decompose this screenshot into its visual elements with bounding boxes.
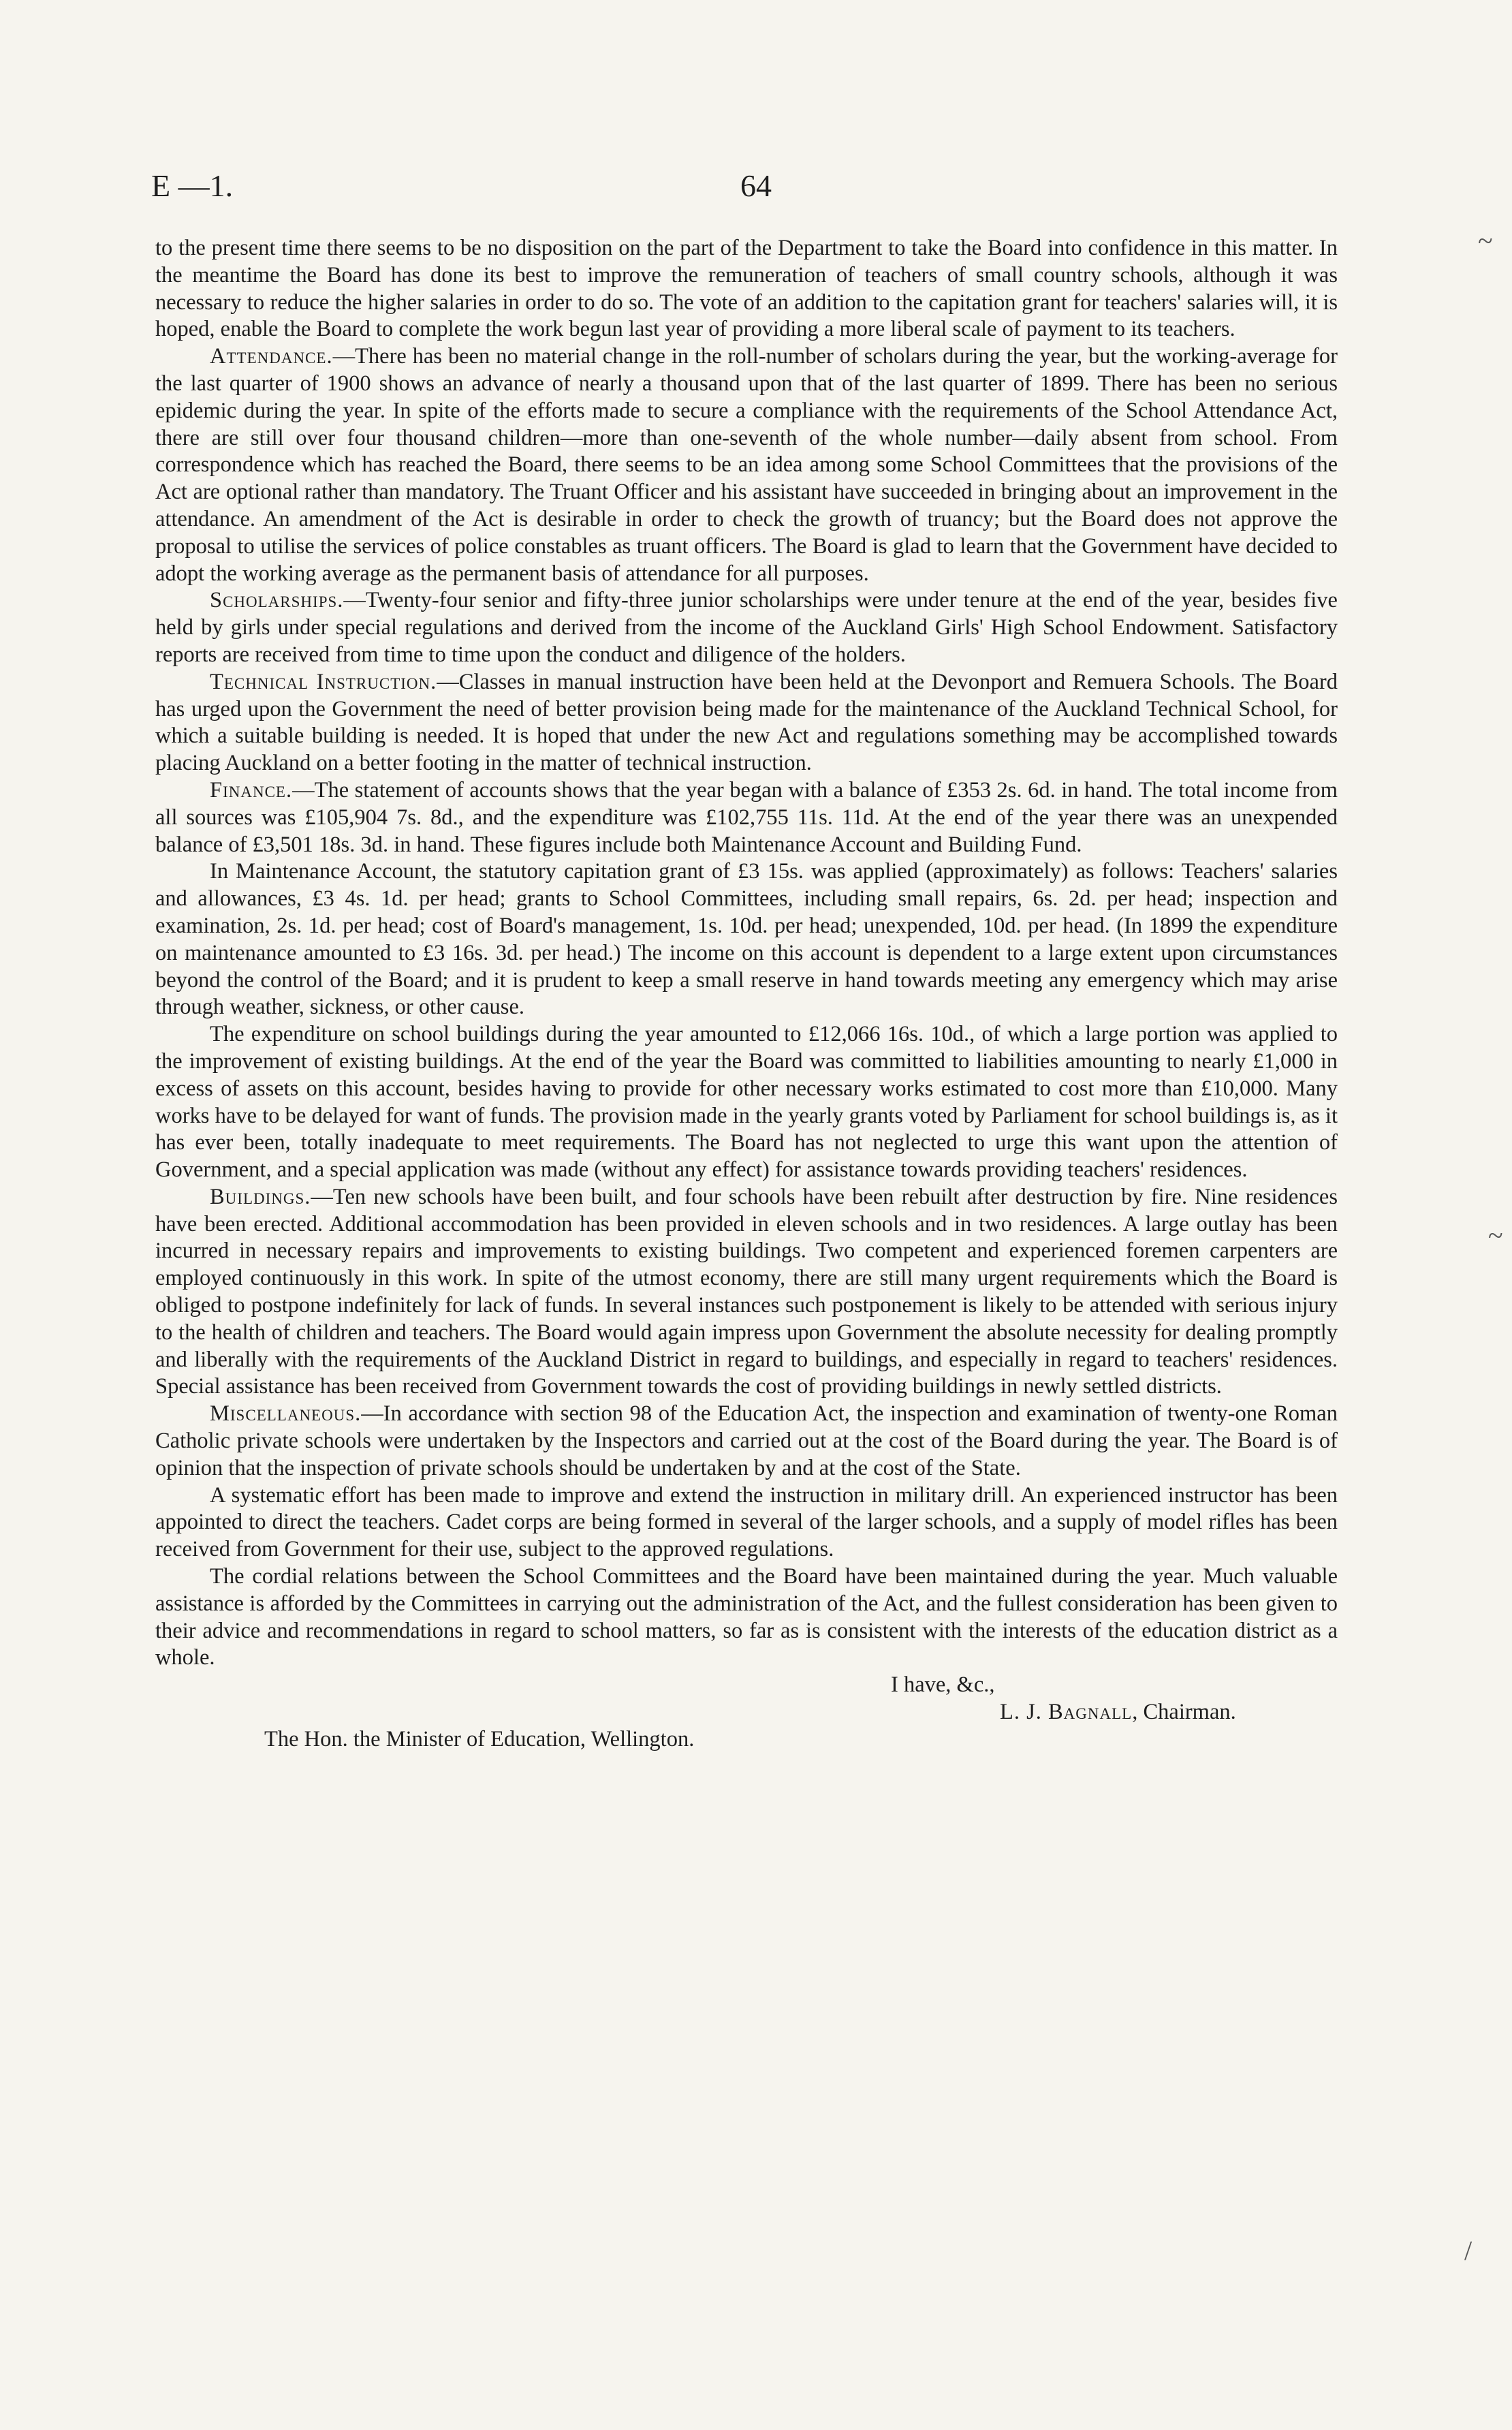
margin-mark: / [1464, 2235, 1472, 2266]
page-header [151, 162, 1361, 210]
section-heading: Buildings. [210, 1184, 311, 1209]
signatory-title: , Chairman. [1132, 1700, 1236, 1725]
section-heading: Miscellaneous. [210, 1401, 362, 1427]
signature-line [155, 1699, 1338, 1726]
signatory-name: L. J. Bagnall [1000, 1700, 1133, 1725]
margin-mark: ~ [1478, 225, 1493, 256]
paragraph-technical-instruction: Technical Instruction.—Classes in manual instruction have been held at the Devonport and Remuera Schools. The Board has urged upon the Government the need of better provision being made for the maintenance of the Auckland Technical School, for which a suitable building is needed. It is hoped that under the new Act and regulations something may be accomplished towards placing Auckland on a better footing in the matter of technical instruction. [155, 669, 1338, 776]
paragraph-attendance: Attendance.—There has been no material change in the roll-number of scholars during the year, but the working-average for the last quarter of 1900 shows an advance of nearly a thousand upon that of the last quarter of 1899. There has been no serious epidemic during the year. In spite of the efforts made to secure a compliance with the requirements of the School Attendance Act, there are still over four thousand children—more than one-seventh of the whole number—daily absent from school. From correspondence which has reached the Board, there seems to be an idea among some School Committees that the provisions of the Act are optional rather than mandatory. The Truant Officer and his assistant have succeeded in bringing about an improvement in the attendance. An amendment of the Act is desirable in order to check the growth of truancy; but the Board does not approve the proposal to utilise the services of police constables as truant officers. The Board is glad to learn that the Government have decided to adopt the working average as the permanent basis of attendance for all purposes. [155, 344, 1338, 586]
page-number: 64 [740, 168, 772, 203]
section-heading: Attendance. [210, 344, 333, 369]
paragraph-finance: Finance.—The statement of accounts shows that the year began with a balance of £353 2s. 6d. in hand. The total income from all sources was £105,904 7s. 8d., and the expenditure was £102,755 11s. 11d. At the end of the year there was an unexpended balance of £3,501 18s. 3d. in hand. These figures include both Maintenance Account and Building Fund. [155, 777, 1338, 857]
section-heading: Finance. [210, 777, 293, 803]
addressee-line: The Hon. the Minister of Education, Wellington. [264, 1726, 695, 1751]
paragraph-scholarships: Scholarships.—Twenty-four senior and fifty-three junior scholarships were under tenure at the end of the year, besides five held by girls under special regulations and derived from the income of the Auckland Girls' High School Endowment. Satisfactory reports are received from time to time upon the conduct and diligence of the holders. [155, 588, 1338, 667]
paragraph-miscellaneous: Miscellaneous.—In accordance with section 98 of the Education Act, the inspection and examination of twenty-one Roman Catholic private schools were undertaken by the Inspectors and carried out at the cost of the Board during the year. The Board is of opinion that the inspection of private schools should be undertaken by and at the cost of the State. [155, 1401, 1338, 1480]
paragraph-cordial-relations: The cordial relations between the School Committees and the Board have been maintained during the year. Much valuable assistance is afforded by the Committees in carrying out the administration of the Act, and the fullest consideration has been given to their advice and recommendations in regard to school matters, so far as is consistent with the interests of the education district as a whole. [155, 1564, 1338, 1670]
margin-mark: ~ [1488, 1220, 1503, 1251]
body-text [155, 235, 1338, 1754]
paragraph-building-expenditure: The expenditure on school buildings during the year amounted to £12,066 16s. 10d., of which a large portion was applied to the improvement of existing buildings. At the end of the year the Board was committed to liabilities amounting to nearly £1,000 in excess of assets on this account, besides having to provide for other necessary works estimated to cost more than £10,000. Many works have to be delayed for want of funds. The provision made in the yearly grants voted by Parliament for school buildings is, as it has ever been, totally inadequate to meet requirements. The Board has not neglected to urge this want upon the attention of Government, and a special application was made (without any effect) for assistance towards providing teachers' residences. [155, 1022, 1338, 1183]
closing-line: I have, &c., [891, 1672, 995, 1698]
section-heading: Technical Instruction. [210, 669, 437, 694]
paragraph-continuation: to the present time there seems to be no disposition on the part of the Department to take the Board into confidence in this matter. In the meantime the Board has done its best to improve the remuneration of teachers of small country schools, although it was necessary to reduce the higher salaries in order to do so. The vote of an addition to the capitation grant for teachers' salaries will, it is hoped, enable the Board to complete the work begun last year of providing a more liberal scale of payment to its teachers. [155, 236, 1338, 342]
paragraph-buildings: Buildings.—Ten new schools have been built, and four schools have been rebuilt after destruction by fire. Nine residences have been erected. Additional accommodation has been provided in eleven schools and in two residences. A large outlay has been incurred in necessary repairs and improvements to existing buildings. Two competent and experienced foremen carpenters are employed continuously in this work. In spite of the utmost economy, there are still many urgent requirements which the Board is obliged to postpone indefinitely for lack of funds. In several instances such postponement is likely to be attended with serious injury to the health of children and teachers. The Board would again impress upon Government the absolute necessity for dealing promptly and liberally with the requirements of the Auckland District in regard to buildings, and especially in regard to teachers' residences. Special assistance has been received from Government towards the cost of providing buildings in newly settled districts. [155, 1184, 1338, 1399]
paragraph-military-drill: A systematic effort has been made to improve and extend the instruction in military drill. An experienced instructor has been appointed to direct the teachers. Cadet corps are being formed in several of the larger schools, and a supply of model rifles has been received from Government for their use, subject to the approved regulations. [155, 1482, 1338, 1562]
paragraph-maintenance-account: In Maintenance Account, the statutory capitation grant of £3 15s. was applied (approximately) as follows: Teachers' salaries and allowances, £3 4s. 1d. per head; grants to School Committees, including small repairs, 6s. 2d. per head; inspection and examination, 2s. 1d. per head; cost of Board's management, 1s. 10d. per head; unexpended, 10d. per head. (In 1899 the expenditure on maintenance amounted to £3 16s. 3d. per head.) The income on this account is dependent to a large extent upon circumstances beyond the control of the Board; and it is prudent to keep a small reserve in hand towards meeting any emergency which may arise through weather, sickness, or other cause. [155, 859, 1338, 1020]
section-heading: Scholarships. [210, 588, 344, 613]
document-reference: E —1. [151, 168, 234, 203]
